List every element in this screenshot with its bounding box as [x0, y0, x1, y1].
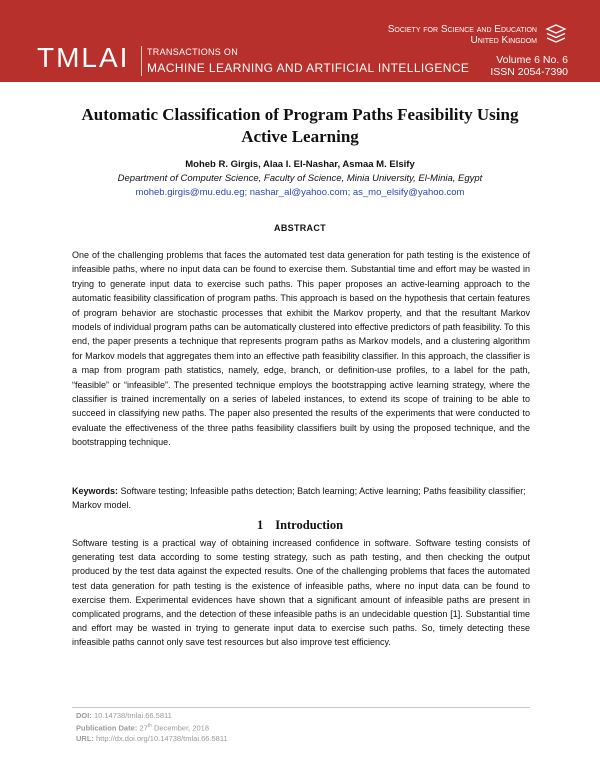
- keywords-label: Keywords:: [72, 486, 119, 496]
- url-label: URL:: [76, 733, 94, 743]
- doi-value[interactable]: 10.14738/tmlai.66.5811: [93, 711, 172, 720]
- journal-banner: [0, 0, 600, 82]
- author-list: Moheb R. Girgis, Alaa I. El-Nashar, Asmaa M. Elsify: [185, 159, 415, 170]
- keywords-list: Software testing; Infeasible paths detection; Batch learning; Active learning; Paths feasibility classifier; Markov model.: [72, 486, 526, 511]
- footer-doi: [76, 711, 228, 721]
- pubdate-suffix: th: [147, 723, 152, 729]
- pubdate-rest: December, 2018: [153, 723, 210, 733]
- url-value[interactable]: http://dx.doi.org/10.14738/tmlai.66.5811: [96, 733, 228, 743]
- journal-abbrev: TMLAI: [37, 42, 130, 73]
- introduction-text: Software testing is a practical way of obtaining increased confidence in software. Software testing consists of generating test data according to some testing strategy, such as path testing, and then checking the output produced by the test data against the expected results. One of the challenging problems that faces the automated test data generation for path testing is the existence of infeasible paths, where no input data can be found to exercise them. Experimental evidences have shown that a significant amount of infeasible paths are present in complicated programs, and the detection of these infeasible paths is an undecidable question [1]. Substantial time and effort may be wasted in trying to generate input data to exercise such paths. So, timely detecting these infeasible paths cannot only save test resources but also improve test efficiency.: [72, 538, 530, 648]
- author-affiliation: Department of Computer Science, Faculty of Science, Minia University, El-Minia, Egypt: [117, 173, 483, 184]
- volume-number: Volume 6 No. 6: [496, 54, 568, 66]
- doi-label: DOI:: [76, 711, 92, 720]
- abstract-text: One of the challenging problems that faces the automated test data generation for path testing is the existence of infeasible paths, where no input data can be found to exercise them. Substantial time and effort may be wasted in trying to generate input data to exercise such paths. This paper proposes an active-learning approach to the automatic feasibility classification of program paths. This approach is based on the hypothesis that certain features of program behavior are stochastic processes that exhibit the Markov property, and that the resultant Markov models of individual program paths can be automatically clustered into effective predictors of path feasibility. To this end, the paper presents a technique that represents program paths as Markov models, and a clustering algorithm for Markov models that aggregates them into an effective path feasibility classifier. In this approach, the classifier is a map from program path statistics, namely, edge, branch, or definition-use profiles, to a label for the path, “feasible” or “infeasible”. The presented technique employs the bootstrapping active learning strategy, where the classifier is trained incrementally on a series of labeled instances, to extend its scope of training to be able to succeed in classifying new paths. The paper also presented the results of the experiments that were conducted to evaluate the effectiveness of the three paths feasibility classifiers built by using the proposed technique, and the bootstrapping technique.: [72, 250, 530, 448]
- journal-series-title: MACHINE LEARNING AND ARTIFICIAL INTELLIGENCE: [147, 61, 470, 75]
- society-line-2: United Kingdom: [470, 35, 537, 46]
- volume-info: [490, 54, 568, 78]
- footer-divider: [72, 707, 530, 708]
- society-logo-icon: [544, 24, 568, 44]
- section-number: 1: [256, 518, 264, 532]
- footer-url: [76, 734, 228, 744]
- footer-pubdate: [76, 721, 228, 734]
- section-heading-introduction: [60, 518, 540, 533]
- society-line-1: Society for Science and Education: [387, 24, 537, 35]
- society-name: [388, 24, 537, 46]
- issn-number: ISSN 2054-7390: [490, 66, 568, 78]
- pubdate-label: Publication Date:: [76, 723, 138, 733]
- transactions-on-label: TRANSACTIONS ON: [147, 47, 239, 57]
- paper-title: Automatic Classification of Program Paths Feasibility Using Active Learning: [81, 105, 519, 146]
- publication-footer: [76, 711, 228, 744]
- pubdate-day: 27: [139, 723, 148, 733]
- banner-divider: [141, 46, 142, 76]
- section-title: Introduction: [275, 518, 344, 532]
- author-emails[interactable]: moheb.girgis@mu.edu.eg; nashar_al@yahoo.com; as_mo_elsify@yahoo.com: [135, 187, 465, 198]
- keywords: [72, 484, 530, 513]
- abstract-heading: ABSTRACT: [274, 223, 326, 233]
